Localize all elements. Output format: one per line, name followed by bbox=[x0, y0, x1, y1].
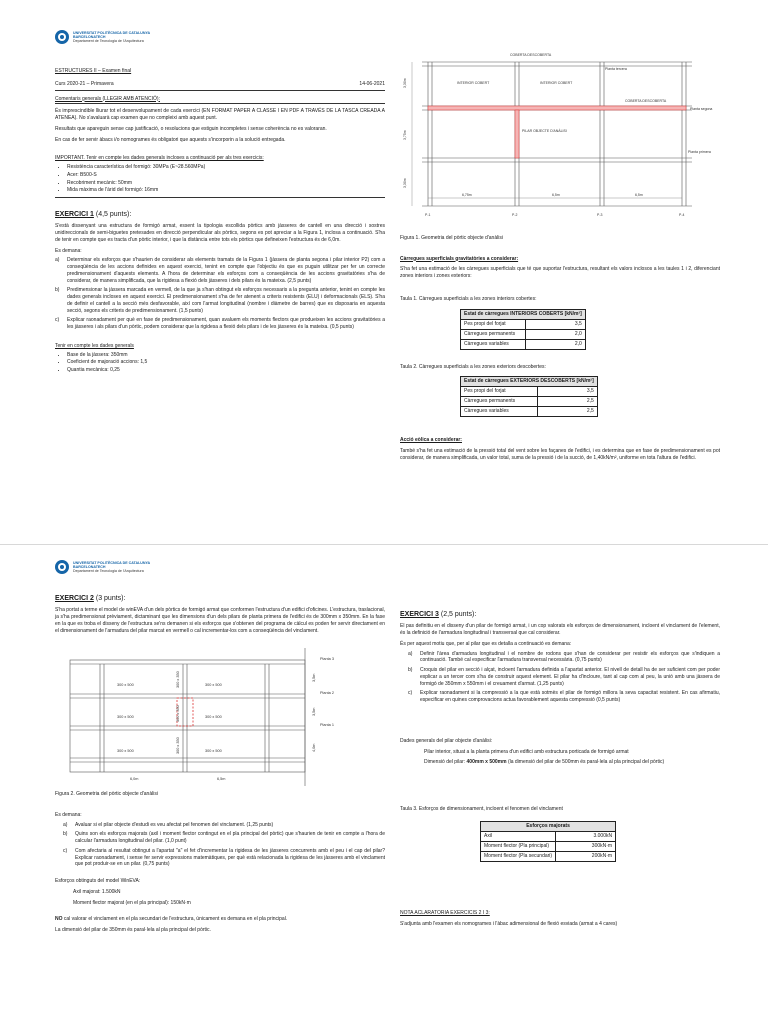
note-text: S'adjunta amb l'examen els nomogrames i l'àbac adimensional de flexió esviada (armat a 4 cares) bbox=[400, 920, 618, 927]
exercise-3-questions bbox=[400, 651, 720, 704]
exercise-3-data-1: Pilar interior, situat a la planta primera d'un edifici amb estructura porticada de formigó armat bbox=[424, 748, 629, 755]
exercise-2-axil: Axil majorat: 1.500kN bbox=[73, 888, 121, 895]
question-key: a) bbox=[55, 257, 60, 264]
exercise-1-data-list bbox=[55, 352, 385, 374]
question-text: Explicar raonadament per què en fase de predimensionament, quan avaluem els moments flectors que produeixen les accions gravitatòries a les jàsseres i als pilars d'un pòrtic, podem considerar que la rigidesa a flexió dels pilars i de les jàsseres és la mateixa. (0,5 punts) bbox=[67, 317, 385, 331]
label-p3: P-3 bbox=[597, 213, 603, 217]
question-text: Predimensionar la jàssera marcada en vermell, de la que ja s'han obtingut els esforços necessaris a la pregunta anterior, tenint en compte les dades generals incloses en aquest exercici. El predimensionament s'ha de fer atenent a criteris resistents (ELU) i deformacionals (ELS). S'ha de definir el cantell a la secció més desfavorable, així com l'armat longitudinal (nombre i diàmetre de barres) que es disposaria en aquesta secció, segons els criteris de predimensionament. (1,5 punts) bbox=[67, 287, 385, 314]
exercise-2-points: (3 punts): bbox=[95, 595, 126, 602]
wind-text: També s'ha fet una estimació de la pressió total del vent sobre les façanes de l'edifici, i es determina que en fase de predimensionament es pot considerar, de manera simplificada, un valor total, suma de la pressió i de la succió, de 1,40kN/m², uniforme en tota l'altura de l'edifici. bbox=[400, 448, 720, 461]
label-h2: 3,5m bbox=[312, 707, 316, 717]
list-item: • Recobriment mecànic: 50mm bbox=[67, 180, 385, 187]
label-coberta-desc: COBERTA DESCOBERTA bbox=[510, 53, 552, 57]
exam-date: 14-06-2021 bbox=[359, 80, 385, 87]
table-row bbox=[481, 841, 616, 851]
question-text: Definir l'àrea d'armadura longitudinal i el nombre de rodons que s'han de considerar per resistir els esforços que s'indiquen a continuació. També cal especificar l'armadura transversal necessària. (0,75 punts) bbox=[420, 650, 720, 664]
label-planta-2: Planta 2 bbox=[320, 691, 334, 696]
table-row bbox=[481, 851, 616, 861]
table-row bbox=[461, 319, 586, 329]
label-span-2: 6,5m bbox=[552, 193, 560, 197]
question-key: c) bbox=[63, 847, 68, 854]
note-emphasis: NO bbox=[55, 916, 63, 923]
loads-intro: S'ha fet una estimació de les càrregues superficials que té que suportar l'estructura, resultant els valors inclosos a les taules 1 i 2, diferenciant zones interiors i zones exteriors: bbox=[400, 266, 720, 279]
table-cell: Moment flector (Pla principal) bbox=[481, 841, 556, 851]
note-text: cal valorar el vinclament en el pla secundari de l'estructura, únicament es demana en el pla principal. bbox=[63, 916, 288, 923]
exam-page-2 bbox=[0, 546, 768, 1024]
divider bbox=[55, 197, 385, 198]
general-comment-1: És imprescindible lliurar tot el desenvolupament de cada exercici (EN FORMAT PAPER A CLASSE I EN PDF A TRAVÉS DE LA TASCA CREADA A ATENEA). No s'avaluarà cap examen que no compleixi amb aquest punt. bbox=[55, 108, 385, 121]
exercise-1-intro: S'està dissenyant una estructura de formigó armat, essent la tipologia escollida pòrtics amb jàsseres de cantell en una direcció i sostres unidireccionals de semi-biguetes pretesades en direcció perpendicular als pòrtics, segons es pot apreciar a la Figura 1, inclosa a continuació. S'ha de tenir en compte que es tracta d'un pòrtic interior, i que la distància entre tots els pòrtics que defineixen l'estructura és de 6,0m. bbox=[55, 223, 385, 243]
label-interior-cobert-2: INTERIOR COBERT bbox=[540, 81, 573, 85]
course-year: Curs 2020-21 – Primavera bbox=[55, 80, 114, 87]
table-2 bbox=[460, 376, 598, 417]
exercise-2-questions bbox=[55, 822, 385, 869]
table-row bbox=[461, 397, 598, 407]
note-title: NOTA ACLARATORIA EXERCICIS 2 I 3: bbox=[400, 909, 490, 916]
exercise-2-efforts-title: Esforços obtinguts del model WinEVA: bbox=[55, 878, 141, 885]
question-text: Explicar raonadament si la compressió a la que està sotmès el pilar de formigó millora la seva capacitat resistent. En cas afirmatiu, especificar en quines comprovacions actua favorablement aquesta compressió (0,5 punts) bbox=[420, 690, 720, 704]
question-key: c) bbox=[55, 317, 60, 324]
loads-title: Càrregues superficials gravitatòries a considerar: bbox=[400, 255, 519, 262]
exercise-3-heading bbox=[400, 610, 720, 619]
list-item: • Resistència característica del formigó: 30MPa (E~28.560MPa) bbox=[67, 164, 385, 171]
table-row bbox=[461, 329, 586, 339]
exercise-2-moment: Moment flector majorat (en el pla principal): 150kN·m bbox=[73, 899, 191, 906]
important-list bbox=[55, 164, 385, 194]
question-text: Croquis del pilar en secció i alçat, incloent l'armadura definida a l'apartat anterior. El nivell de detall ha de ser suficient com per poder explicar a un tercer com s'ha de construir aquest element. El pilar ha d'incloure, tant al cap com al peu, la unió amb una jàssera de formigó de 350mm x 550mm i el creuament d'armat. (1,25 punts) bbox=[420, 667, 720, 687]
table-1-caption: Taula 1. Càrregues superficials a les zones interiors cobertes: bbox=[400, 295, 537, 302]
label-interior-cobert-1: INTERIOR COBERT bbox=[457, 81, 490, 85]
label-col-1: 300 x 350 bbox=[176, 671, 180, 689]
question-text: Com afectaria al resultat obtingut a l'apartat "a" el fet d'incrementar la rigidesa de les jàsseres concurrents amb el peu i el cap del pilar? Explicar raonadament, i sense fer servir expressions matemàtiques, per què està relacionada la rigidesa de les jàsseres amb el vinclament que pot produir-se en un pilar. (0,75 punts) bbox=[75, 847, 385, 868]
table-3-header: Esforços majorats bbox=[481, 821, 616, 831]
label-beam-5: 300 x 500 bbox=[117, 749, 134, 754]
label-span-1: 6,75m bbox=[462, 193, 472, 197]
label-span-3: 6,5m bbox=[635, 193, 643, 197]
label-span-1: 6,0m bbox=[130, 777, 139, 782]
figure-2-portal-frame bbox=[65, 646, 365, 786]
exercise-3-title: EXERCICI 3 bbox=[400, 611, 439, 618]
university-sub: BARCELONATECH bbox=[73, 564, 106, 569]
table-cell: Càrregues permanents bbox=[461, 397, 538, 407]
figure-1-portal-frame bbox=[400, 48, 720, 230]
label-h2: 3,75m bbox=[403, 130, 407, 140]
table-cell: 3,5 bbox=[537, 387, 597, 397]
label-p2: P-2 bbox=[512, 213, 518, 217]
table-cell: Càrregues permanents bbox=[461, 329, 526, 339]
label-col-3: 300 x 350 bbox=[176, 737, 180, 755]
question-key: c) bbox=[408, 690, 413, 697]
table-cell: 200kN·m bbox=[556, 851, 616, 861]
important-title: IMPORTANT. Tenir en compte les dades generals incloses a continuació per als tres exercicis: bbox=[55, 155, 264, 162]
table-cell: 3,5 bbox=[525, 319, 585, 329]
page1-left-column bbox=[55, 30, 385, 374]
question-item bbox=[55, 317, 385, 331]
course-title: ESTRUCTURES II – Examen final bbox=[55, 68, 132, 74]
table-cell: 2,0 bbox=[525, 339, 585, 349]
label-beam-6: 300 x 500 bbox=[205, 749, 222, 754]
label-h3: 3,30m bbox=[403, 178, 407, 188]
list-item: • Coeficient de majoració accions: 1,5 bbox=[67, 359, 385, 366]
question-text: Determinar els esforços que s'haurien de considerar als elements tramats de la Figura 1 (jàssera de planta segona i pilar interior P2) com a conseqüència de les accions definides en aquest exercici, tenint en compte que l'objectiu és que es puguin utilitzar per fer un correcte predimensionament d'aquests elements. A l'hora de determinar els esforços com a conseqüència de les accions gravitatòries s'ha de considerar, de manera simplificada, que la rigidesa a flexió dels jàsseres i dels pilars és la mateixa. (2,5 punts) bbox=[67, 257, 385, 284]
table-cell: Axil bbox=[481, 831, 556, 841]
list-item: • Mida màxima de l'àrid del formigó: 16mm bbox=[67, 187, 385, 194]
exercise-3-intro: El pas definitiu en el disseny d'un pilar de formigó armat, i un cop valorats els esforços de dimensionament, incloent el vinclament de l'element, és la definició de l'armadura longitudinal i transversal que cal considerar. bbox=[400, 623, 720, 637]
label-pilar-p2: PILAR OBJECTE D'ANÀLISI bbox=[522, 129, 567, 133]
general-comment-2: Resultats que apareguin sense cap justificació, o resolucions que estiguin incompletes i sense coherència no es valoraran. bbox=[55, 125, 327, 132]
data-text: Dimensió del pilar: bbox=[424, 759, 466, 766]
question-key: b) bbox=[63, 831, 68, 838]
exercise-3-asks: És per aquest motiu que, per al pilar que es detalla a continuació es demana: bbox=[400, 640, 572, 647]
table-cell: Càrregues variables bbox=[461, 339, 526, 349]
upc-logo-icon bbox=[55, 560, 69, 574]
label-planta-segona: Planta segona bbox=[690, 107, 713, 111]
university-name: UNIVERSITAT POLITÈCNICA DE CATALUNYA bbox=[73, 560, 151, 565]
question-item bbox=[408, 667, 720, 687]
table-cell: 2,5 bbox=[537, 397, 597, 407]
list-item: • Acer: B500-S bbox=[67, 172, 385, 179]
exercise-2-title: EXERCICI 2 bbox=[55, 595, 94, 602]
data-emphasis: 400mm x 500mm bbox=[466, 759, 507, 766]
label-col-2: 300 x 350 bbox=[176, 705, 180, 723]
table-3 bbox=[480, 821, 616, 862]
question-key: b) bbox=[408, 667, 413, 674]
exercise-2-note-1 bbox=[55, 916, 385, 923]
label-planta-1: Planta 1 bbox=[320, 723, 334, 728]
table-2-caption: Taula 2. Càrregues superficials a les zones exteriors descobertes: bbox=[400, 363, 546, 370]
table-row bbox=[461, 339, 586, 349]
table-3-caption: Taula 3. Esforços de dimensionament, incloent el fenomen del vinclament bbox=[400, 806, 563, 813]
page2-right-column bbox=[400, 606, 720, 927]
table-cell: 300kN·m bbox=[556, 841, 616, 851]
exercise-3-points: (2,5 punts): bbox=[440, 611, 477, 618]
label-p4: P-4 bbox=[679, 213, 685, 217]
label-span-2: 6,5m bbox=[217, 777, 226, 782]
table-1 bbox=[460, 309, 586, 350]
label-h3: 4,0m bbox=[312, 743, 316, 753]
wind-title: Acció eòlica a considerar: bbox=[400, 437, 462, 444]
question-item bbox=[55, 287, 385, 314]
list-item: • Base de la jàssera: 350mm bbox=[67, 352, 385, 359]
question-key: b) bbox=[55, 287, 60, 294]
exercise-2-heading bbox=[55, 594, 385, 603]
upc-logo bbox=[55, 30, 385, 44]
question-key: a) bbox=[408, 650, 413, 657]
figure-2-caption: Figura 2. Geometria del pòrtic objecte d'anàlisi bbox=[55, 791, 158, 798]
table-cell: 3.000kN bbox=[556, 831, 616, 841]
question-item bbox=[63, 822, 385, 829]
exercise-2-note-2: La dimensió del pilar de 350mm és paral·lela al pla principal del pòrtic. bbox=[55, 927, 211, 934]
label-beam-2: 300 x 500 bbox=[205, 683, 222, 688]
table-cell: Pes propi del forjat bbox=[461, 319, 526, 329]
university-name: UNIVERSITAT POLITÈCNICA DE CATALUNYA bbox=[73, 30, 151, 35]
figure-1-caption: Figura 1. Geometria del pòrtic objecte d'anàlisi bbox=[400, 234, 503, 241]
question-item bbox=[55, 257, 385, 284]
exercise-2-asks: Es demana: bbox=[55, 811, 82, 818]
department-name: Departament de Tecnologia de l'Arquitectura bbox=[73, 39, 144, 44]
question-item bbox=[63, 848, 385, 868]
label-coberta-desc-2: COBERTA DESCOBERTA bbox=[625, 99, 667, 103]
label-beam-4: 300 x 500 bbox=[205, 715, 222, 720]
page1-right-column bbox=[400, 48, 720, 462]
exercise-3-data-title: Dades generals del pilar objecte d'anàlisi: bbox=[400, 737, 493, 744]
table-cell: 2,0 bbox=[525, 329, 585, 339]
general-comments-title: Comentaris generals (LLEGIR AMB ATENCIÓ): bbox=[55, 95, 160, 102]
exercise-1-heading bbox=[55, 210, 385, 219]
question-item bbox=[63, 831, 385, 845]
table-cell: 2,5 bbox=[537, 407, 597, 417]
upc-logo-icon bbox=[55, 30, 69, 44]
department-name: Departament de Tecnologia de l'Arquitectura bbox=[73, 569, 144, 574]
table-row bbox=[461, 407, 598, 417]
list-item: • Quantia mecànica: 0,25 bbox=[67, 367, 385, 374]
exercise-2-intro: S'ha portat a terme el model de winEVA d'un dels pòrtics de formigó armat que conformen l'estructura d'un edifici d'oficines. L'estructura, traslacional, ja s'ha predimensionat prèviament, dictaminant que les dimensions d'un dels pilars de planta primera de l'edifici és de 300mm x 350mm. En la fase en la que es troba el disseny de l'estructura se'ns demanen si els esforços que s'obtenen del programa de càlcul es poden fer servir directament en el dimensionament de l'armadura del pilar marcat en vermell o cal incrementar-los com a conseqüència del vinclament. bbox=[55, 607, 385, 634]
label-beam-1: 300 x 500 bbox=[117, 683, 134, 688]
exercise-1-data-title: Tenir en compte les dades generals bbox=[55, 342, 134, 349]
upc-logo bbox=[55, 560, 385, 574]
question-text: Quins son els esforços majorats (axil i moment flector contingut en el pla principal del pòrtic) que s'haurien de tenir en compte a l'hora de calcular l'armadura longitudinal del pilar. (1,0 punt) bbox=[75, 831, 385, 845]
label-planta-primera: Planta primera bbox=[688, 150, 711, 154]
question-item bbox=[408, 651, 720, 665]
exercise-3-data-2 bbox=[400, 759, 720, 766]
university-sub: BARCELONATECH bbox=[73, 34, 106, 39]
table-cell: Moment flector (Pla secundari) bbox=[481, 851, 556, 861]
label-h1: 3,5m bbox=[312, 673, 316, 683]
divider bbox=[55, 90, 385, 91]
label-planta-tercera: Planta tercera bbox=[605, 67, 627, 71]
data-text: (la dimensió del pilar de 500mm és paral·lela al pla principal del pòrtic) bbox=[507, 759, 665, 766]
label-beam-3: 300 x 500 bbox=[117, 715, 134, 720]
label-p1: P-1 bbox=[425, 213, 431, 217]
exercise-1-questions bbox=[55, 257, 385, 331]
table-2-header: Estat de càrregues EXTERIORS DESCOBERTS [kN/m²] bbox=[461, 377, 598, 387]
exercise-1-asks: Es demana: bbox=[55, 247, 82, 254]
question-text: Avaluar si el pilar objecte d'estudi es veu afectat pel fenomen del vinclament. (1,25 punts) bbox=[75, 821, 274, 828]
page2-left-column bbox=[55, 560, 385, 934]
label-h1: 3,30m bbox=[403, 78, 407, 88]
question-key: a) bbox=[63, 821, 68, 828]
table-row bbox=[481, 831, 616, 841]
exercise-1-points: (4,5 punts): bbox=[95, 211, 132, 218]
table-row bbox=[461, 387, 598, 397]
label-planta-3: Planta 3 bbox=[320, 657, 334, 662]
divider bbox=[55, 103, 385, 104]
table-cell: Pes propi del forjat bbox=[461, 387, 538, 397]
table-1-header: Estat de càrregues INTERIORS COBERTS [kN/m²] bbox=[461, 309, 586, 319]
table-cell: Càrregues variables bbox=[461, 407, 538, 417]
question-item bbox=[408, 690, 720, 704]
general-comment-3: En cas de fer servir àbacs i/o nomogrames és obligatori que aquests s'incorporin a la solució entregada. bbox=[55, 136, 286, 143]
exercise-1-title: EXERCICI 1 bbox=[55, 211, 94, 218]
